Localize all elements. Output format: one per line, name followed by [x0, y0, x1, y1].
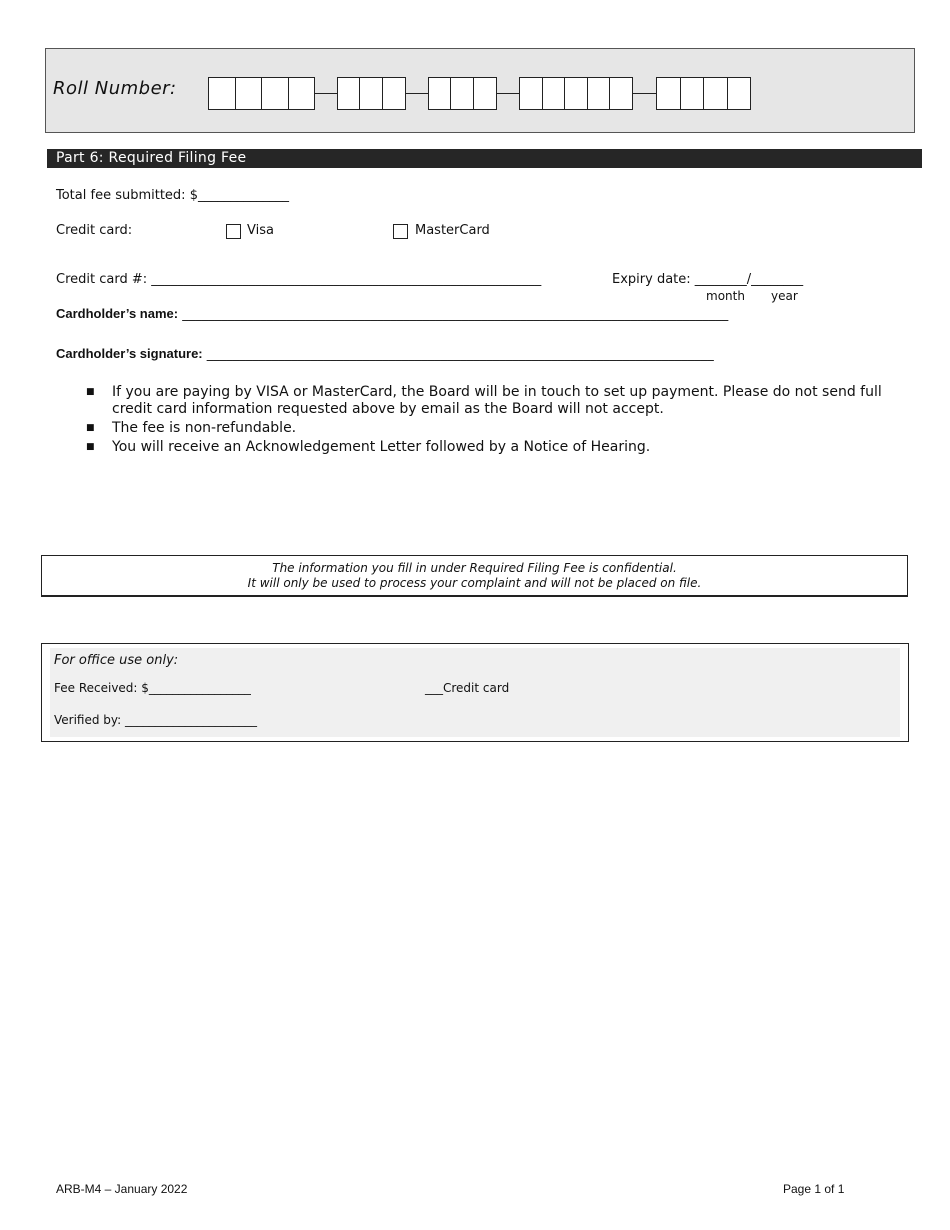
roll-number-group-1: [208, 77, 315, 110]
form-id: ARB-M4 – January 2022: [56, 1182, 188, 1196]
notes-list: [86, 384, 906, 456]
office-use-box: [41, 643, 909, 742]
roll-separator: [633, 93, 656, 94]
list-item: ■ The fee is non-refundable.: [86, 420, 297, 436]
expiry-year-label: year: [771, 289, 798, 303]
roll-digit-field[interactable]: [657, 78, 681, 109]
roll-digit-field[interactable]: [209, 78, 236, 109]
roll-digit-field[interactable]: [262, 78, 289, 109]
mastercard-checkbox[interactable]: [393, 224, 408, 239]
roll-number-group-3: [428, 77, 497, 110]
office-use-title: For office use only:: [54, 653, 179, 668]
roll-digit-field[interactable]: [236, 78, 263, 109]
roll-digit-field[interactable]: [338, 78, 360, 109]
confidential-line-2: It will only be used to process your complaint and will not be placed on file.: [247, 576, 702, 590]
confidential-notice: [41, 555, 908, 597]
roll-digit-field[interactable]: [520, 78, 543, 109]
credit-card-label: Credit card:: [56, 223, 133, 238]
roll-number-group-5: [656, 77, 751, 110]
roll-number-group-4: [519, 77, 633, 110]
roll-digit-field[interactable]: [383, 78, 405, 109]
page-number: Page 1 of 1: [783, 1182, 845, 1196]
roll-digit-field[interactable]: [610, 78, 632, 109]
expiry-date-field[interactable]: Expiry date: ________/________: [612, 272, 804, 287]
cardholder-name-label: Cardholder’s name:: [56, 306, 179, 321]
cardholder-signature-label: Cardholder’s signature:: [56, 346, 203, 361]
roll-digit-field[interactable]: [289, 78, 315, 109]
cardholder-name-field[interactable]: ____________________________________________________________________________________: [182, 307, 729, 322]
visa-label: Visa: [247, 223, 274, 238]
roll-digit-field[interactable]: [681, 78, 705, 109]
confidential-line-1: The information you fill in under Required Filing Fee is confidential.: [272, 561, 677, 575]
roll-separator: [406, 93, 428, 94]
bullet-icon: ■: [86, 387, 95, 397]
expiry-month-label: month: [706, 289, 745, 303]
roll-digit-field[interactable]: [451, 78, 473, 109]
roll-digit-field[interactable]: [704, 78, 728, 109]
roll-digit-field[interactable]: [543, 78, 566, 109]
roll-digit-field[interactable]: [565, 78, 588, 109]
roll-digit-field[interactable]: [474, 78, 496, 109]
roll-digit-field[interactable]: [429, 78, 451, 109]
roll-separator: [497, 93, 519, 94]
office-credit-card-field[interactable]: ___Credit card: [425, 681, 510, 695]
verified-by-field[interactable]: Verified by: ______________________: [54, 713, 258, 727]
roll-number-label: Roll Number:: [53, 78, 177, 99]
visa-checkbox[interactable]: [226, 224, 241, 239]
roll-digit-field[interactable]: [588, 78, 611, 109]
mastercard-label: MasterCard: [415, 223, 490, 238]
bullet-icon: ■: [86, 442, 95, 452]
credit-card-number-field[interactable]: Credit card #: ____________________________________________________________: [56, 272, 542, 287]
roll-number-group-2: [337, 77, 406, 110]
cardholder-name-row: [56, 306, 728, 322]
roll-digit-field[interactable]: [360, 78, 382, 109]
cardholder-signature-field[interactable]: ______________________________________________________________________________: [206, 347, 714, 362]
office-use-panel: [50, 648, 900, 737]
list-item: ■ You will receive an Acknowledgement Letter followed by a Notice of Hearing.: [86, 439, 651, 455]
cardholder-signature-row: [56, 346, 714, 362]
fee-received-field[interactable]: Fee Received: $_________________: [54, 681, 251, 695]
section-header: Part 6: Required Filing Fee: [47, 149, 922, 168]
bullet-icon: ■: [86, 423, 95, 433]
total-fee-field[interactable]: Total fee submitted: $______________: [56, 188, 289, 203]
roll-digit-field[interactable]: [728, 78, 751, 109]
list-item: ■ If you are paying by VISA or MasterCard, the Board will be in touch to set up payment. Please do not send full credit card information requested above by email as the Board will not accept.: [86, 384, 882, 417]
roll-separator: [315, 93, 337, 94]
